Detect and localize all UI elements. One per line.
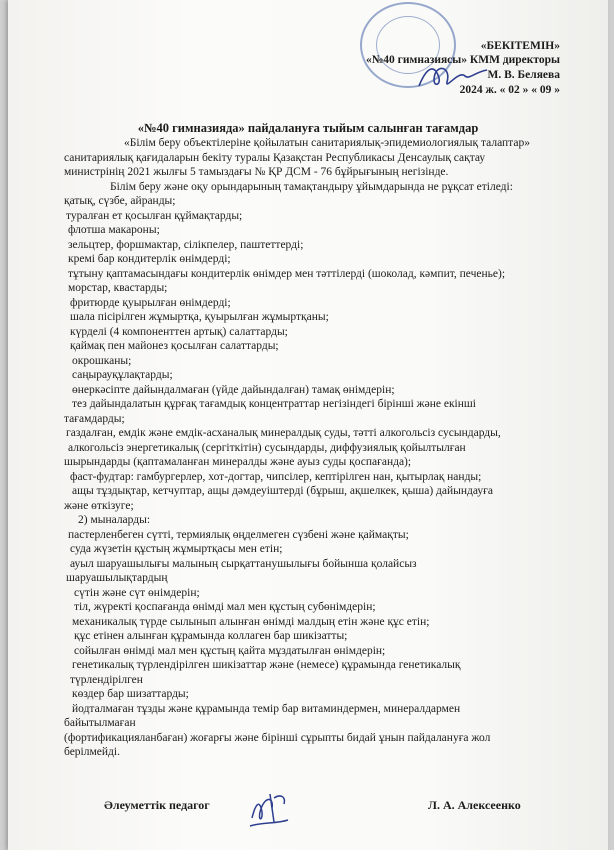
- document-line: механикалық түрде сылынып алынған өнімді малдың етін және құс етін;: [72, 615, 430, 628]
- document-line: шаруашылықтардың: [66, 572, 168, 584]
- document-line: сойылған өнімді мал мен құстың қайта мұздатылған өнімдерін;: [74, 644, 386, 657]
- document-line: фаст-фудтар: гамбургерлер, хот-догтар, чипсілер, кептірілген нан, қытырлақ нанды;: [70, 470, 482, 483]
- document-line: (фортификацияланбаған) жоғарғы және бірінші сұрыпты бидай ұнын пайдалануға жол: [64, 731, 491, 744]
- document-line: 2) мыналарды:: [78, 514, 151, 526]
- document-line: өнеркәсіпте дайындалмаған (үйде дайындалған) тамақ өнімдерін;: [72, 383, 395, 396]
- document-line: алкогольсіз энергетикалық (сергіткітін) сусындарды, диффузиялық қойылтылған: [68, 441, 466, 454]
- document-line: саңырауқұлақтарды;: [72, 369, 173, 381]
- document-line: йодталмаған тұзды және құрамында темір бар витаминдермен, минералдармен: [72, 702, 461, 715]
- document-line: қатық, сүзбе, айранды;: [64, 195, 176, 207]
- document-line: сүтін және сүт өнімдерін;: [74, 586, 200, 599]
- document-line: «Білім беру объектілеріне қойылатын санитариялық-эпидемиологиялық талаптар»: [124, 137, 530, 149]
- approval-line-2: «№40 гимназиясы» КММ директоры: [365, 54, 560, 66]
- document-line: тұтыну қаптамасындағы кондитерлік өнімдер мен тәттілерді (шоколад, кәмпит, печенье);: [68, 267, 506, 280]
- document-line: газдалған, емдік және емдік-асханалық минералдық суды, тәтті алкогольсіз сусындарды,: [66, 427, 501, 439]
- document-line: морстар, квастарды;: [68, 282, 168, 294]
- document-line: берілмейді.: [64, 746, 120, 758]
- document-line: шала пісірілген жұмыртқа, қуырылған жұмыртқаны;: [70, 311, 329, 323]
- document-line: туралған ет қосылған құймақтарды;: [66, 209, 243, 222]
- document-line: күрделі (4 компоненттен артық) салаттарды;: [70, 325, 288, 338]
- document-line: кремі бар кондитерлік өнімдерді;: [68, 253, 231, 265]
- document-line: көздер бар шизаттарды;: [72, 688, 189, 700]
- document-line: зельцтер, форшмактар, сілікпелер, паштеттерді;: [68, 238, 304, 251]
- document-line: фритюрде қуырылған өнімдерді;: [70, 296, 231, 309]
- document-line: тағамдарды;: [64, 412, 125, 425]
- document-line: шырындарды (қаптамаланған минералды және ауыз суды қоспағанда);: [64, 456, 412, 468]
- approval-director-name: М. В. Беляева: [487, 69, 560, 81]
- document-line: пастерленбеген сүтті, термиялық өңделмеген сүзбені және қаймақты;: [68, 528, 409, 541]
- pedagog-signature-icon: [248, 788, 290, 832]
- document-line: және өткізуге;: [64, 499, 134, 512]
- document-line: тез дайындалатын құрғақ тағамдық концентраттар негізіндегі бірінші және екінші: [72, 398, 476, 410]
- document-page: [8, 0, 608, 850]
- director-signature-icon: [413, 60, 493, 94]
- document-line: министрінің 2021 жылғы 5 тамыздағы № ҚР ДСМ - 76 бұйрығының негізінде.: [64, 166, 449, 178]
- document-line: флотша макароны;: [68, 224, 160, 236]
- document-line: байытылмаған: [64, 717, 136, 729]
- approval-line-1: «БЕКІТЕМІН»: [480, 40, 560, 52]
- document-line: Білім беру және оқу орындарының тамақтандыру ұйымдарында не рұқсат етіледі:: [110, 180, 513, 193]
- document-line: қаймақ пен майонез қосылған салаттарды;: [70, 340, 279, 352]
- document-line: ащы тұздықтар, кетчуптар, ащы дәмдеуіштерді (бұрыш, ақшелкек, қыша) дайындауға: [72, 485, 493, 497]
- approval-date: 2024 ж. « 02 » « 09 »: [459, 84, 560, 96]
- document-line: құс етінен алынған құрамында коллаген бар шикізатты;: [74, 630, 348, 642]
- document-line: окрошканы;: [72, 354, 132, 367]
- document-line: тіл, жүректі қоспағанда өнімді мал мен құстың субөнімдерін;: [74, 601, 376, 613]
- signature-role: Әлеуметтік педагог: [104, 798, 210, 812]
- document-line: түрлендірілген: [70, 673, 143, 686]
- document-line: ауыл шаруашылығы малының сырқаттанушылығы бойынша қолайсыз: [70, 557, 417, 570]
- document-title: «№40 гимназияда» пайдалануға тыйым салынған тағамдар: [137, 121, 479, 135]
- document-line: суда жүзетін құстың жұмыртқасы мен етін;: [70, 543, 283, 555]
- document-line: генетикалық түрлендірілген шикізаттар және (немесе) құрамында генетикалық: [72, 659, 461, 671]
- signature-name: Л. А. Алексеенко: [428, 798, 521, 812]
- document-line: санитариялық қағидаларын бекіту туралы Қазақстан Республикасы Денсаулық сақтау: [64, 151, 486, 164]
